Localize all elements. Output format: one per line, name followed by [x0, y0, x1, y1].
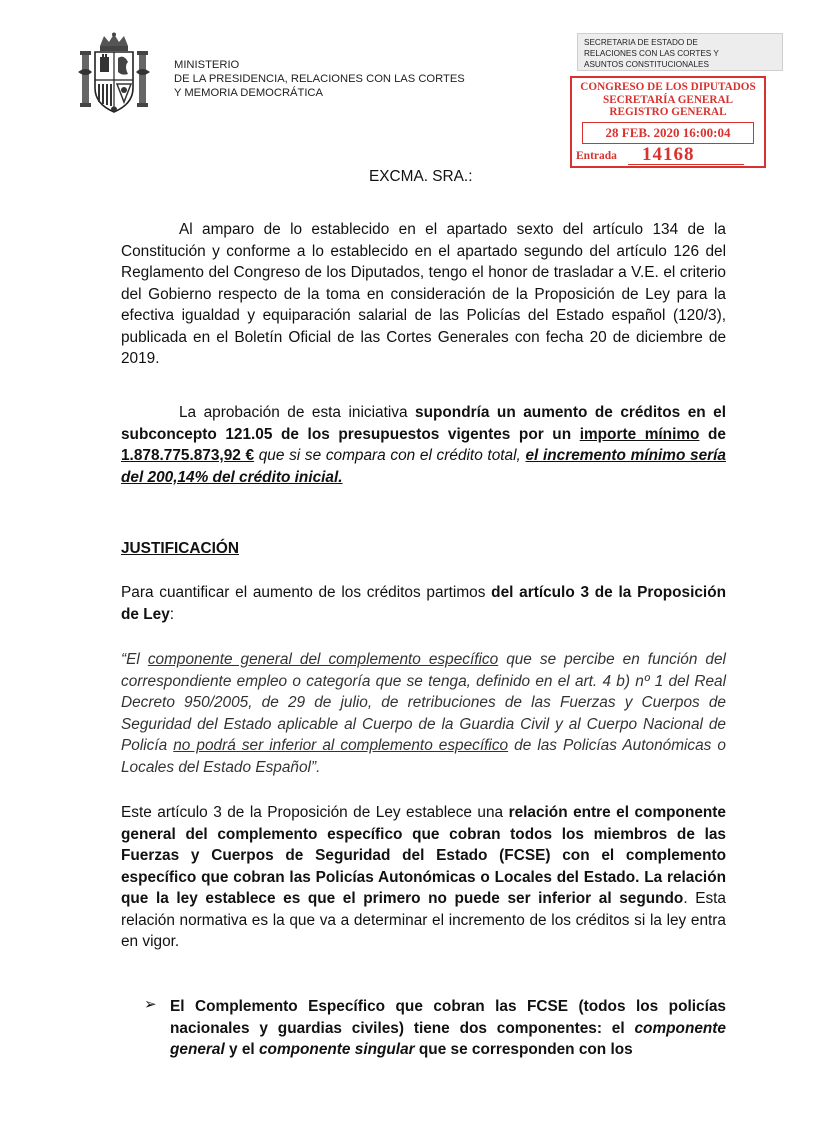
text-segment: “El [121, 651, 148, 668]
text-segment-bold: que se corresponden con los [414, 1041, 633, 1058]
stamp-line-2: SECRETARÍA GENERAL [602, 94, 734, 106]
bullet-arrow-icon: ➢ [144, 996, 157, 1013]
registry-stamp [570, 76, 766, 168]
text-segment-italic: que si se compara con el crédito total, [254, 447, 526, 464]
ministry-name [174, 58, 465, 100]
text-segment-underlined: componente general del complemento específico [147, 651, 499, 668]
secretaria-label [577, 33, 783, 71]
text-segment-bold: El Complemento Específico que cobran las FCSE (todos los policías nacionales y guardias civiles) tiene dos componentes: el [170, 998, 726, 1037]
increment-highlight: el incremento mínimo sería del 200,14% del crédito inicial. [121, 447, 726, 486]
stamp-datetime: 28 FEB. 2020 16:00:04 [582, 122, 754, 144]
ministry-line: DE LA PRESIDENCIA, RELACIONES CON LAS CORTES [174, 73, 465, 85]
text-segment: Este artículo 3 de la Proposición de Ley establece una [121, 804, 509, 821]
ministry-line: MINISTERIO [174, 59, 240, 71]
text-segment: que se percibe en función del correspondiente empleo o categoría que se tenga, definido en el art. 4 b) nº 1 del Real Decreto 950/2005, de 29 de julio, de retribuciones de las Fuerzas y Cuerpos de Seguridad del Estado aplicable al Cuerpo de la Guardia Civil y al Cuerpo Nacional de Policía [121, 651, 726, 754]
text-segment-bold-italic: componente singular [258, 1041, 415, 1058]
paragraph-cost [121, 402, 726, 488]
amount-highlight: 1.878.775.873,92 € [121, 447, 255, 464]
stamp-line-1: CONGRESO DE LOS DIPUTADOS [580, 81, 756, 93]
text-segment-bold: del artículo 3 de la Proposición de Ley [121, 584, 726, 623]
text-segment-bold-italic: componente general [170, 1019, 726, 1058]
paragraph-relation [121, 802, 726, 953]
text-segment: . Esta relación normativa es la que va a determinar el incremento de los créditos si la ley entra en vigor. [121, 890, 726, 950]
text-segment-bold: relación entre el componente general del complemento específico que cobran todos los miembros de las Fuerzas y Cuerpos de Seguridad del Estado (FCSE) con el complemento específico que cobran las Policías Autonómicas o Locales del Estado. La relación que la ley establece es que el primero no puede ser inferior al segundo [121, 804, 726, 907]
text-segment: de las Policías Autonómicas o Locales del Estado Español”. [121, 737, 726, 776]
secretaria-line: ASUNTOS CONSTITUCIONALES [584, 60, 709, 69]
text-segment-bold: supondría un aumento de créditos en el subconcepto 121.05 de los presupuestos vigentes por un [121, 404, 726, 443]
stamp-entrada-number: 14168 [642, 144, 695, 165]
text-segment-bold: y el [224, 1041, 259, 1058]
text-segment: La aprobación de esta iniciativa [179, 404, 416, 421]
ministry-line: Y MEMORIA DEMOCRÁTICA [174, 87, 323, 99]
coat-of-arms-icon [78, 32, 150, 116]
section-heading: JUSTIFICACIÓN [121, 540, 239, 557]
salutation: EXCMA. SRA.: [369, 168, 473, 185]
stamp-entrada-label: Entrada [576, 150, 617, 162]
text-segment-bold: de [699, 425, 726, 443]
stamp-line-3: REGISTRO GENERAL [609, 106, 727, 118]
secretaria-line: SECRETARIA DE ESTADO DE [584, 38, 698, 47]
text-segment-underlined: no podrá ser inferior al complemento específico [173, 737, 509, 754]
text-segment: : [169, 605, 175, 623]
bullet-paragraph [170, 996, 726, 1061]
paragraph-quote [121, 649, 726, 778]
text-segment: Para cuantificar el aumento de los créditos partimos [121, 584, 492, 601]
paragraph-quantify [121, 582, 726, 625]
text-segment-bold-underlined: importe mínimo [579, 425, 700, 443]
secretaria-line: RELACIONES CON LAS CORTES Y [584, 49, 719, 58]
paragraph-intro: Al amparo de lo establecido en el apartado sexto del artículo 134 de la Constitución y conforme a lo establecido en el apartado segundo del artículo 126 del Reglamento del Congreso de los Diputados, tengo el honor de trasladar a V.E. el criterio del Gobierno respecto de la toma en consideración de la Proposición de Ley para la efectiva igualdad y equiparación salarial de las Policías del Estado español (120/3), publicada en el Boletín Oficial de las Cortes Generales con fecha 20 de diciembre de 2019. [121, 221, 726, 367]
